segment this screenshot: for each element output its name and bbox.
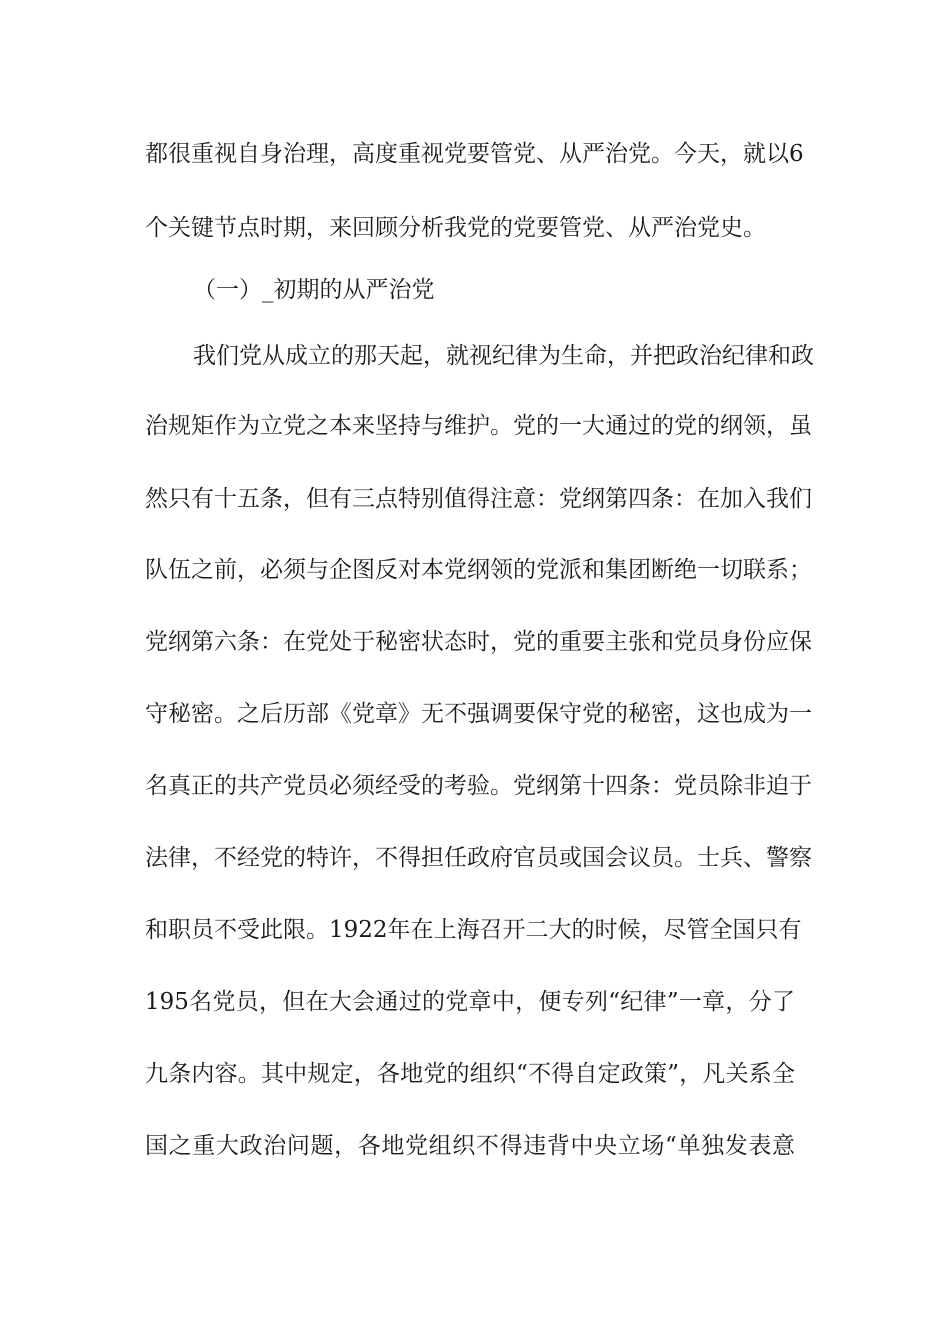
paragraph-line: 国之重大政治问题，各地党组织不得违背中央立场“单独发表意 <box>145 1133 795 1159</box>
paragraph-line: 守秘密。之后历部《党章》无不强调要保守党的秘密，这也成为一 <box>145 701 812 727</box>
section-heading: （一）_初期的从严治党 <box>193 277 435 303</box>
paragraph-line: 队伍之前，必须与企图反对本党纲领的党派和集团断绝一切联系； <box>145 557 812 583</box>
paragraph-line: 个关键节点时期，来回顾分析我党的党要管党、从严治党史。 <box>145 215 766 241</box>
paragraph-line: 都很重视自身治理，高度重视党要管党、从严治党。今天，就以6 <box>145 141 804 167</box>
paragraph-line: 和职员不受此限。1922年在上海召开二大的时候，尽管全国只有 <box>145 917 802 943</box>
paragraph-line: 治规矩作为立党之本来坚持与维护。党的一大通过的党的纲领，虽 <box>145 413 812 439</box>
paragraph-line: 九条内容。其中规定，各地党的组织“不得自定政策”，凡关系全 <box>145 1061 795 1087</box>
paragraph-line: 我们党从成立的那天起，就视纪律为生命，并把政治纪律和政 <box>193 343 814 369</box>
paragraph-line: 然只有十五条，但有三点特别值得注意：党纲第四条：在加入我们 <box>145 486 812 512</box>
paragraph-line: 党纲第六条：在党处于秘密状态时，党的重要主张和党员身份应保 <box>145 629 812 655</box>
paragraph-line: 195名党员，但在大会通过的党章中，便专列“纪律”一章，分了 <box>145 989 795 1015</box>
paragraph-line: 法律，不经党的特许，不得担任政府官员或国会议员。士兵、警察 <box>145 845 812 871</box>
paragraph-line: 名真正的共产党员必须经受的考验。党纲第十四条：党员除非迫于 <box>145 773 812 799</box>
